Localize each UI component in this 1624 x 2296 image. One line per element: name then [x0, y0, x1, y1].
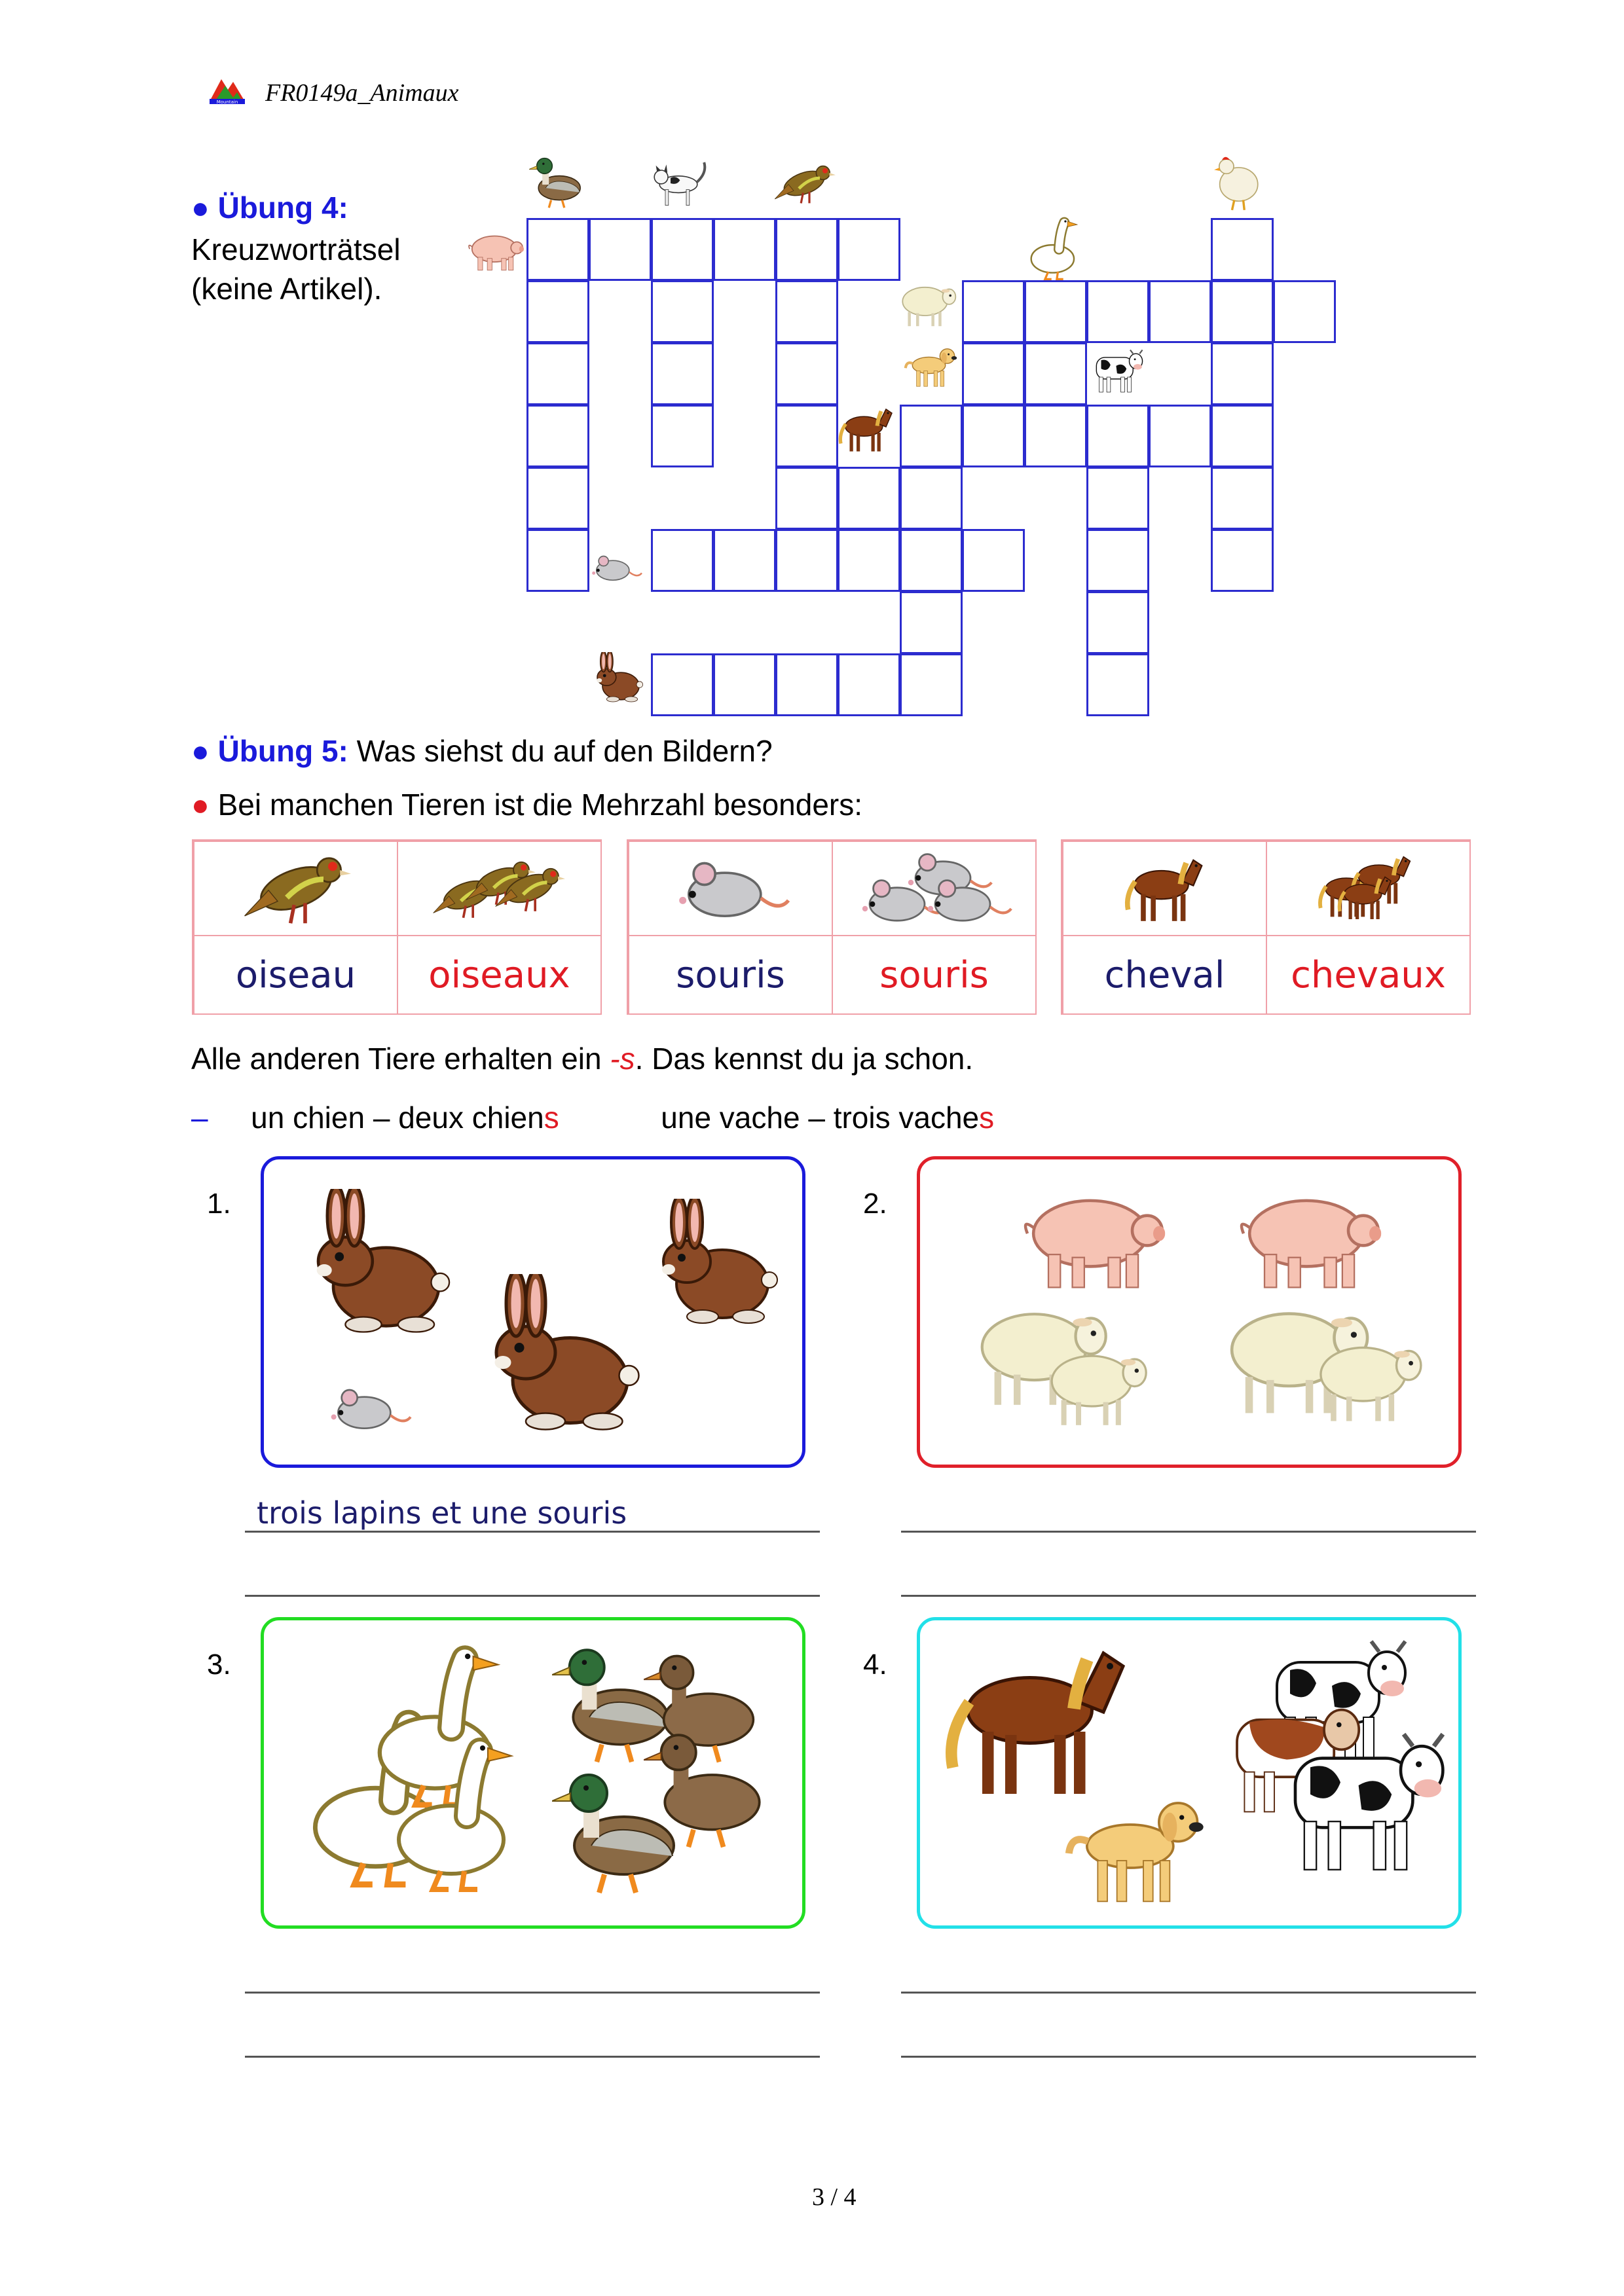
crossword-cell[interactable] — [713, 218, 776, 281]
crossword-cell[interactable] — [1211, 280, 1274, 343]
dash: – — [191, 1101, 208, 1135]
picture-frame-1 — [261, 1156, 805, 1468]
crossword-cell[interactable] — [526, 529, 589, 592]
crossword-cell[interactable] — [838, 218, 900, 281]
crossword-cell[interactable] — [526, 218, 589, 281]
bullet: ● — [191, 734, 210, 768]
writing-line[interactable] — [901, 2056, 1476, 2058]
example-1: un chien – deux chien — [251, 1101, 544, 1135]
duck-female-icon — [644, 1725, 768, 1850]
sheep-icon — [1313, 1330, 1424, 1428]
horses-icon — [1316, 849, 1421, 928]
image-cell — [397, 841, 602, 936]
crossword-cell[interactable] — [1086, 653, 1149, 716]
chicken-icon — [1209, 152, 1266, 213]
cat-icon — [650, 157, 712, 210]
crossword-cell[interactable] — [962, 405, 1025, 467]
writing-line[interactable] — [245, 2056, 820, 2058]
mouse-icon — [323, 1382, 415, 1434]
rule-text-end: . Das kennst du ja schon. — [635, 1042, 974, 1076]
cow-icon — [1087, 347, 1143, 394]
picture-frame-4 — [917, 1617, 1462, 1929]
word-cell — [397, 935, 602, 1015]
crossword-cell[interactable] — [1086, 591, 1149, 654]
crossword-cell[interactable] — [1024, 342, 1087, 405]
picture-number: 3. — [207, 1649, 231, 1681]
crossword-cell[interactable] — [775, 280, 838, 343]
horse-icon — [837, 403, 896, 455]
mouse-icon — [659, 852, 803, 924]
exercise4-label: Übung 4: — [217, 191, 348, 225]
example-1-suffix: s — [544, 1101, 559, 1135]
crossword-cell[interactable] — [962, 529, 1025, 592]
birds-icon — [431, 843, 568, 934]
plural-table-oiseau — [192, 839, 602, 1015]
page-number: 3 / 4 — [812, 2183, 857, 2211]
rule-text: Alle anderen Tiere erhalten ein — [191, 1042, 610, 1076]
mouse-icon — [588, 551, 643, 584]
writing-line[interactable] — [901, 1531, 1476, 1533]
crossword-cell[interactable] — [1086, 405, 1149, 467]
picture-frame-2 — [917, 1156, 1462, 1468]
word-cell — [1266, 935, 1471, 1015]
image-cell — [193, 841, 398, 936]
writing-line[interactable] — [245, 1531, 820, 1533]
pig-icon — [465, 229, 524, 272]
plural-note-text: Bei manchen Tieren ist die Mehrzahl besonders: — [217, 788, 862, 822]
crossword-cell[interactable] — [651, 653, 714, 716]
picture-number: 4. — [863, 1649, 887, 1681]
sheep-icon — [1044, 1336, 1149, 1434]
crossword-cell[interactable] — [900, 529, 963, 592]
plural-table-souris — [627, 839, 1037, 1015]
cow-icon — [1261, 1725, 1450, 1876]
example-2: une vache – trois vache — [661, 1101, 980, 1135]
crossword-cell[interactable] — [526, 467, 589, 530]
word-cell — [628, 935, 833, 1015]
plural-table-cheval — [1061, 839, 1471, 1015]
word-cell — [193, 935, 398, 1015]
writing-line[interactable] — [901, 1595, 1476, 1597]
crossword-cell[interactable] — [775, 467, 838, 530]
crossword-cell[interactable] — [962, 342, 1025, 405]
exercise5-question: Was siehst du auf den Bildern? — [356, 734, 773, 768]
crossword-cell[interactable] — [838, 529, 900, 592]
examples — [191, 1099, 1304, 1137]
crossword-cell[interactable] — [900, 591, 963, 654]
crossword-cell[interactable] — [1024, 280, 1087, 343]
bird-icon — [240, 843, 352, 934]
image-cell — [1266, 841, 1471, 936]
crossword-cell[interactable] — [1086, 467, 1149, 530]
picture-frame-3 — [261, 1617, 805, 1929]
crossword-cell[interactable] — [713, 653, 776, 716]
rabbit-icon — [303, 1173, 454, 1356]
plural-note — [191, 786, 862, 824]
answer-1[interactable]: trois lapins et une souris — [257, 1495, 627, 1531]
goose-icon — [388, 1725, 519, 1902]
bird-icon — [773, 157, 836, 210]
rabbit-icon — [592, 651, 644, 706]
crossword-cell[interactable] — [1211, 529, 1274, 592]
crossword-cell[interactable] — [900, 405, 963, 467]
crossword-cell[interactable] — [775, 529, 838, 592]
crossword-cell[interactable] — [1024, 405, 1087, 467]
writing-line[interactable] — [245, 1595, 820, 1597]
duck-icon — [529, 154, 584, 209]
crossword-cell[interactable] — [1086, 529, 1149, 592]
pig-icon — [1012, 1186, 1169, 1290]
goose-icon — [1027, 216, 1080, 280]
rabbit-icon — [650, 1186, 781, 1343]
crossword-cell[interactable] — [775, 342, 838, 405]
horse-icon — [1122, 852, 1208, 924]
rabbit-icon — [480, 1258, 644, 1454]
bullet: ● — [191, 788, 210, 822]
singular-word: oiseau — [235, 953, 356, 996]
crossword-cell[interactable] — [838, 467, 900, 530]
crossword-cell[interactable] — [775, 405, 838, 467]
image-cell — [628, 841, 833, 936]
crossword-cell[interactable] — [1211, 467, 1274, 530]
picture-number: 2. — [863, 1188, 887, 1220]
crossword-cell[interactable] — [900, 653, 963, 716]
exercise5-heading — [191, 732, 773, 770]
crossword-cell[interactable] — [1273, 280, 1336, 343]
crossword-cell[interactable] — [775, 653, 838, 716]
crossword-cell[interactable] — [1211, 405, 1274, 467]
picture-number: 1. — [207, 1188, 231, 1220]
crossword-cell[interactable] — [1149, 405, 1211, 467]
image-cell — [832, 841, 1037, 936]
singular-word: souris — [676, 953, 785, 996]
word-cell — [1062, 935, 1267, 1015]
crossword-cell[interactable] — [1211, 218, 1274, 281]
sheep-icon — [898, 280, 957, 327]
crossword-cell[interactable] — [838, 653, 900, 716]
exercise4-line1: Kreuzworträtsel — [191, 232, 401, 266]
dog-icon — [1064, 1784, 1208, 1908]
crossword-cell[interactable] — [526, 342, 589, 405]
bullet: ● — [191, 191, 210, 225]
crossword-cell[interactable] — [1211, 342, 1274, 405]
example-2-suffix: s — [979, 1101, 995, 1135]
crossword-cell[interactable] — [651, 529, 714, 592]
horse-icon — [940, 1633, 1136, 1804]
document-title: FR0149a_Animaux — [265, 79, 459, 107]
crossword-cell[interactable] — [713, 529, 776, 592]
crossword — [0, 0, 1624, 727]
writing-line[interactable] — [245, 1992, 820, 1994]
crossword-cell[interactable] — [775, 218, 838, 281]
writing-line[interactable] — [901, 1992, 1476, 1994]
crossword-cell[interactable] — [962, 280, 1025, 343]
plural-rule — [191, 1040, 973, 1078]
crossword-cell[interactable] — [526, 405, 589, 467]
crossword-cell[interactable] — [1149, 280, 1211, 343]
crossword-cell[interactable] — [526, 280, 589, 343]
crossword-cell[interactable] — [900, 467, 963, 530]
image-cell — [1062, 841, 1267, 936]
crossword-cell[interactable] — [589, 218, 652, 281]
exercise4-line2: (keine Artikel). — [191, 272, 382, 306]
word-cell — [832, 935, 1037, 1015]
mice-icon — [849, 846, 1020, 931]
crossword-cell[interactable] — [651, 280, 714, 343]
dog-icon — [904, 342, 959, 389]
svg-text:Mountain: Mountain — [216, 100, 238, 105]
singular-word: cheval — [1104, 953, 1225, 996]
plural-word: souris — [879, 953, 989, 996]
pig-icon — [1228, 1186, 1385, 1290]
plural-word: oiseaux — [428, 953, 570, 996]
crossword-cell[interactable] — [651, 342, 714, 405]
crossword-cell[interactable] — [1086, 280, 1149, 343]
rule-suffix: -s — [610, 1042, 635, 1076]
crossword-cell[interactable] — [651, 218, 714, 281]
plural-word: chevaux — [1291, 953, 1446, 996]
crossword-cell[interactable] — [651, 405, 714, 467]
exercise5-label: Übung 5: — [217, 734, 348, 768]
